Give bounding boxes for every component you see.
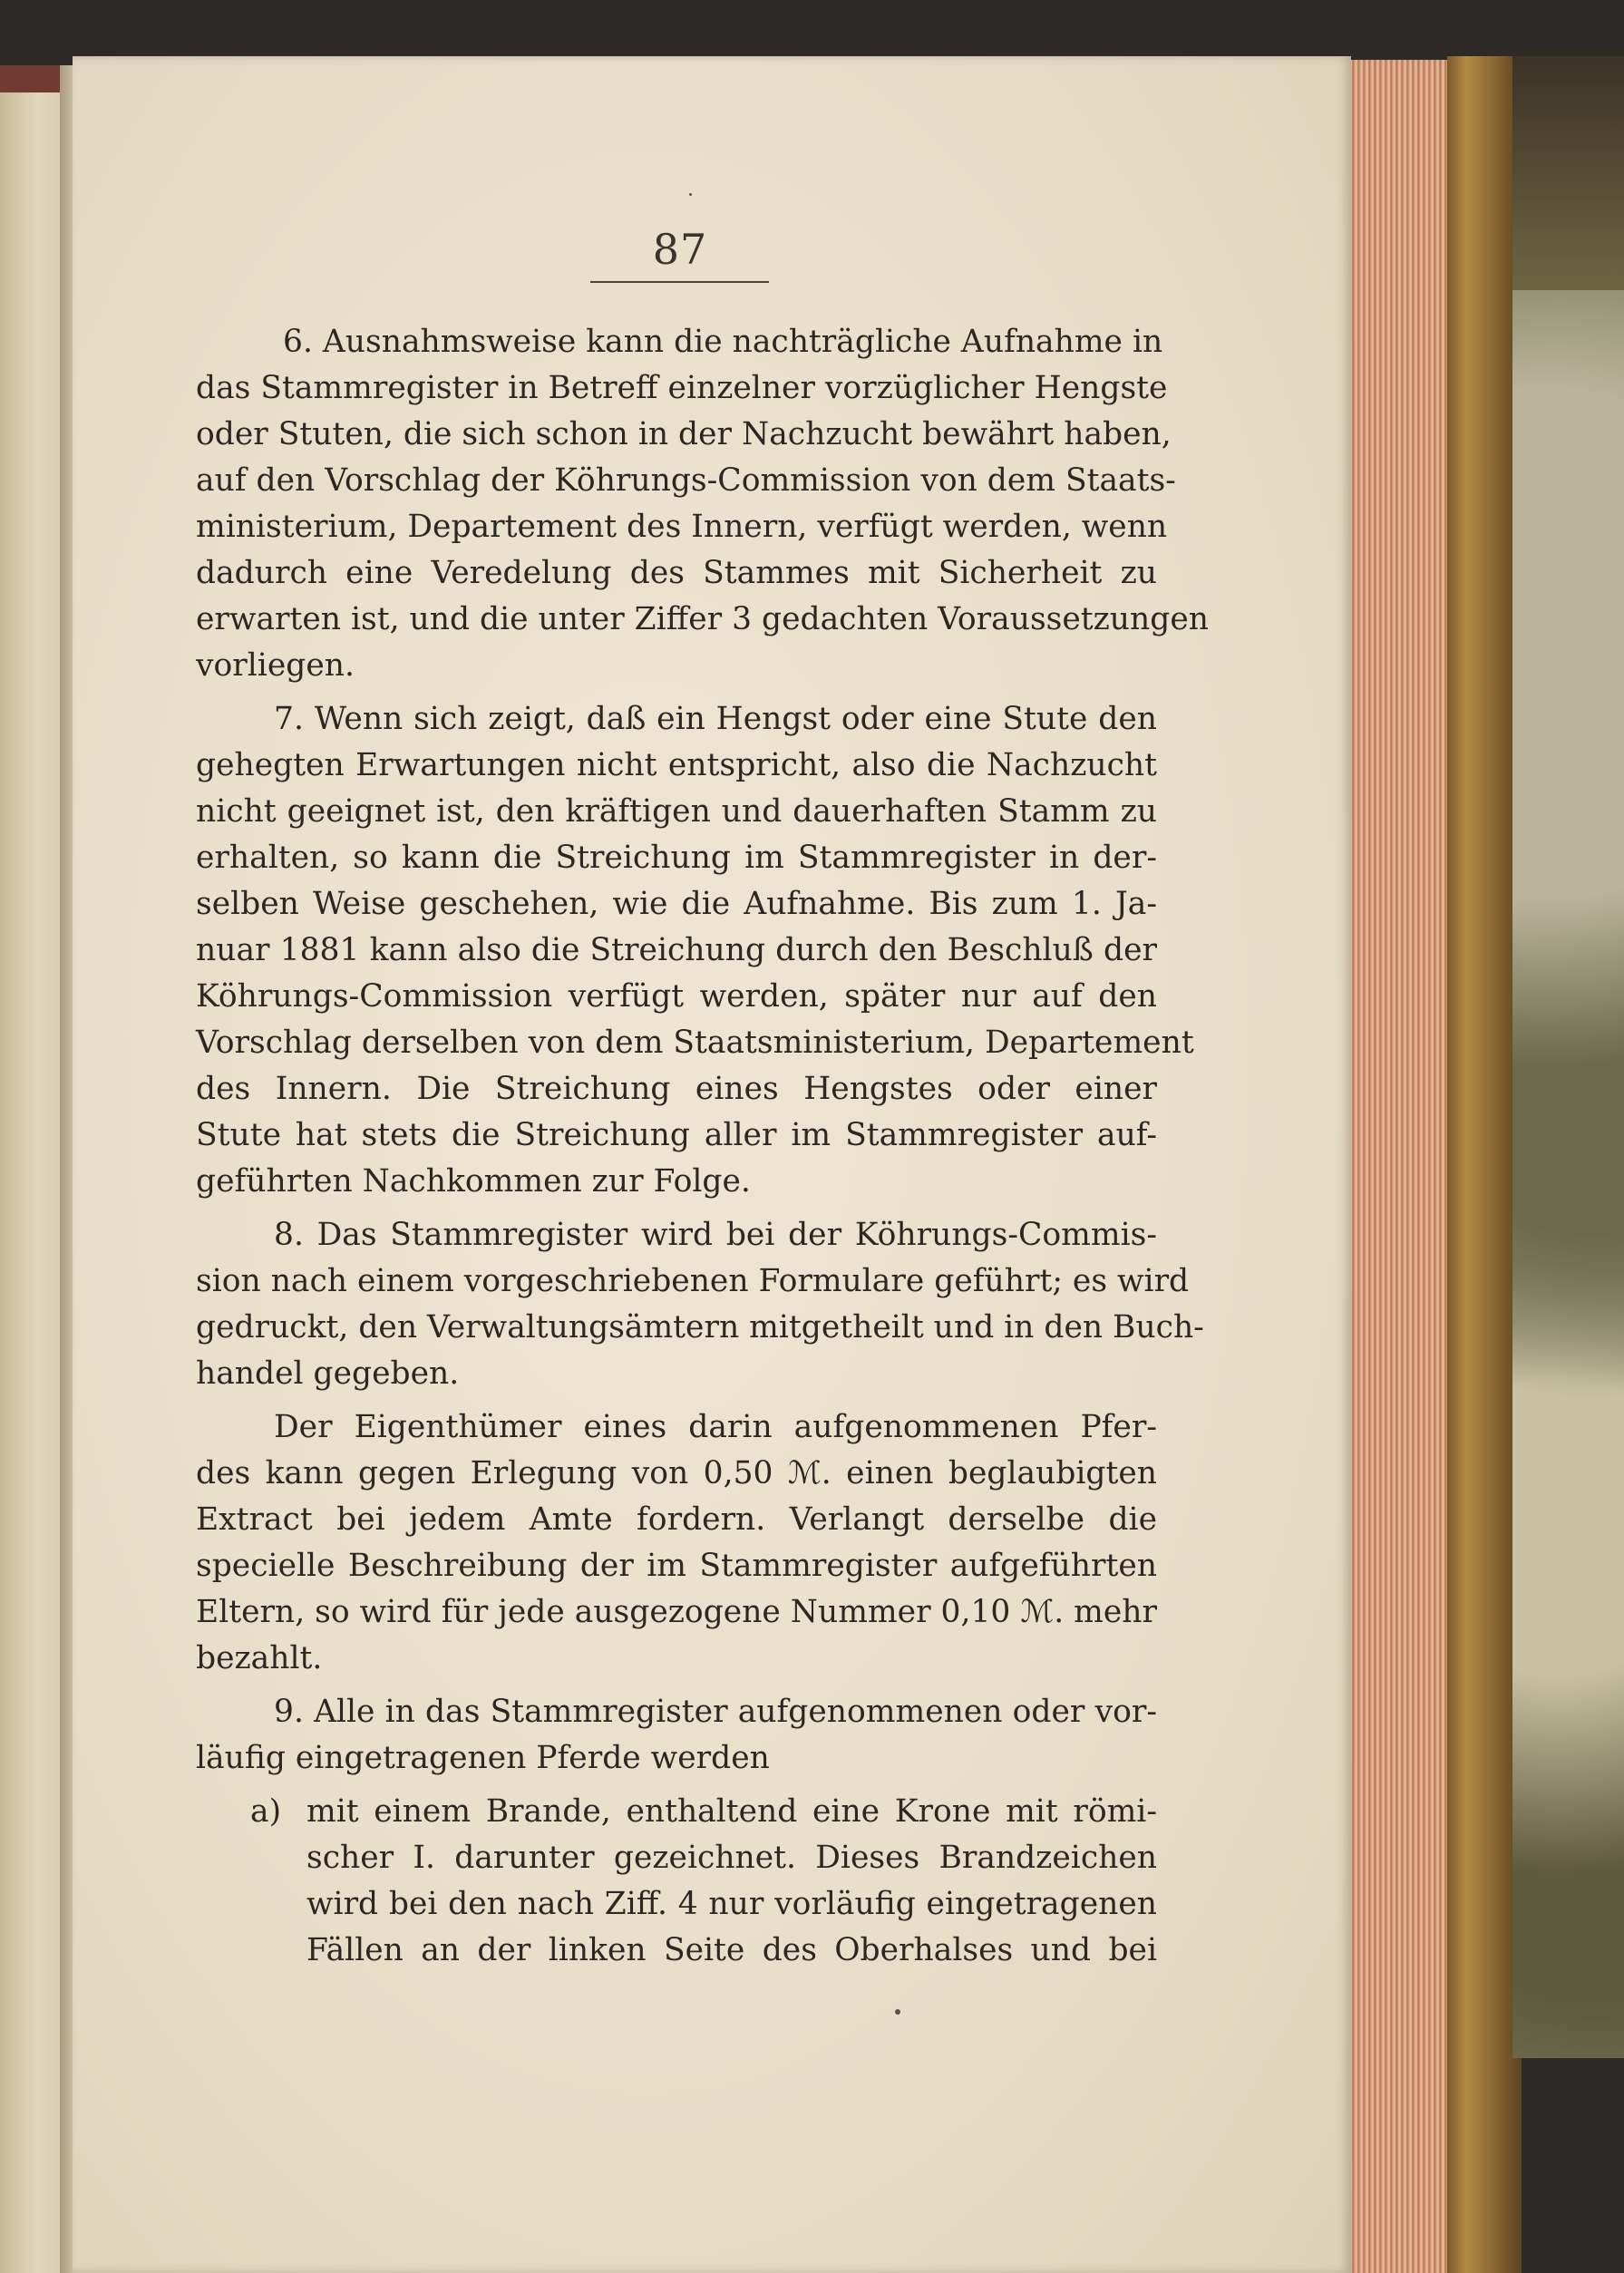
text-line: erhalten, so kann die Streichung im Stammregister in der- bbox=[196, 840, 1157, 876]
left-page-edge bbox=[0, 65, 63, 2273]
text-line: 9. Alle in das Stammregister aufgenommenen oder vor- bbox=[274, 1694, 1157, 1730]
text-line: mit einem Brande, enthaltend eine Krone mit römi- bbox=[306, 1793, 1157, 1830]
text-line: wird bei den nach Ziff. 4 nur vorläufig eingetragenen bbox=[306, 1886, 1157, 1922]
text-line: gehegten Erwartungen nicht entspricht, also die Nachzucht bbox=[196, 747, 1157, 783]
page-stack-edge bbox=[1349, 60, 1449, 2273]
text-line: 6. Ausnahmsweise kann die nachträgliche Aufnahme in bbox=[283, 324, 1163, 360]
text-line: des Innern. Die Streichung eines Hengstes oder einer bbox=[196, 1071, 1157, 1107]
text-line: Vorschlag derselben von dem Staatsministerium, Departement bbox=[196, 1025, 1194, 1061]
cover-edge bbox=[1447, 56, 1522, 2273]
text-line: specielle Beschreibung der im Stammregister aufgeführten bbox=[196, 1548, 1157, 1584]
text-line: Köhrungs-Commission verfügt werden, später nur auf den bbox=[196, 978, 1157, 1015]
list-item-label: a) bbox=[250, 1793, 282, 1830]
text-line: selben Weise geschehen, wie die Aufnahme. Bis zum 1. Ja- bbox=[196, 886, 1157, 922]
paragraph-7 bbox=[196, 696, 1194, 1205]
text-line: läufig eingetragenen Pferde werden bbox=[196, 1740, 770, 1776]
text-line: ministerium, Departement des Innern, verfügt werden, wenn bbox=[196, 509, 1168, 545]
text-line: das Stammregister in Betreff einzelner vorzüglicher Hengste bbox=[196, 370, 1168, 406]
text-line: scher I. darunter gezeichnet. Dieses Brandzeichen bbox=[306, 1840, 1157, 1876]
left-cover-edge bbox=[0, 65, 63, 92]
text-line: Stute hat stets die Streichung aller im Stammregister auf- bbox=[196, 1117, 1157, 1153]
text-line: bezahlt. bbox=[196, 1640, 323, 1676]
cover-top bbox=[1512, 56, 1624, 292]
text-line: 8. Das Stammregister wird bei der Köhrungs-Commis- bbox=[274, 1217, 1157, 1253]
text-line: nicht geeignet ist, den kräftigen und dauerhaften Stamm zu bbox=[196, 793, 1157, 830]
paragraph-9 bbox=[196, 1689, 1157, 1782]
text-line: oder Stuten, die sich schon in der Nachzucht bewährt haben, bbox=[196, 416, 1172, 452]
ink-speck bbox=[689, 193, 692, 196]
text-line: dadurch eine Veredelung des Stammes mit Sicherheit zu bbox=[196, 555, 1157, 591]
text-line: handel gegeben. bbox=[196, 1355, 460, 1392]
text-line: sion nach einem vorgeschriebenen Formulare geführt; es wird bbox=[196, 1263, 1190, 1299]
text-line: Der Eigenthümer eines darin aufgenommenen Pfer- bbox=[274, 1409, 1157, 1445]
ink-speck bbox=[895, 2009, 900, 2015]
page-body bbox=[196, 319, 1209, 1974]
paragraph-8 bbox=[196, 1212, 1204, 1397]
paragraph-8-continued bbox=[196, 1404, 1157, 1682]
text-line: vorliegen. bbox=[196, 647, 355, 684]
text-line: 7. Wenn sich zeigt, daß ein Hengst oder eine Stute den bbox=[274, 701, 1157, 737]
text-line: des kann gegen Erlegung von 0,50 ℳ. einen beglaubigten bbox=[196, 1455, 1157, 1491]
text-line: Fällen an der linken Seite des Oberhalses und bei bbox=[306, 1932, 1157, 1968]
text-line: nuar 1881 kann also die Streichung durch den Beschluß der bbox=[196, 932, 1157, 968]
marbled-cover bbox=[1512, 290, 1624, 2058]
text-line: Extract bei jedem Amte fordern. Verlangt derselbe die bbox=[196, 1501, 1157, 1538]
list-item-a bbox=[196, 1789, 1157, 1974]
page-number: 87 bbox=[652, 225, 708, 274]
page-number-rule bbox=[590, 281, 769, 283]
paragraph-6 bbox=[196, 319, 1209, 689]
text-line: auf den Vorschlag der Köhrungs-Commission von dem Staats- bbox=[196, 462, 1176, 499]
text-line: gedruckt, den Verwaltungsämtern mitgetheilt und in den Buch- bbox=[196, 1309, 1204, 1345]
text-line: Eltern, so wird für jede ausgezogene Nummer 0,10 ℳ. mehr bbox=[196, 1594, 1157, 1630]
text-line: geführten Nachkommen zur Folge. bbox=[196, 1163, 751, 1200]
text-line: erwarten ist, und die unter Ziffer 3 gedachten Voraussetzungen bbox=[196, 601, 1209, 637]
